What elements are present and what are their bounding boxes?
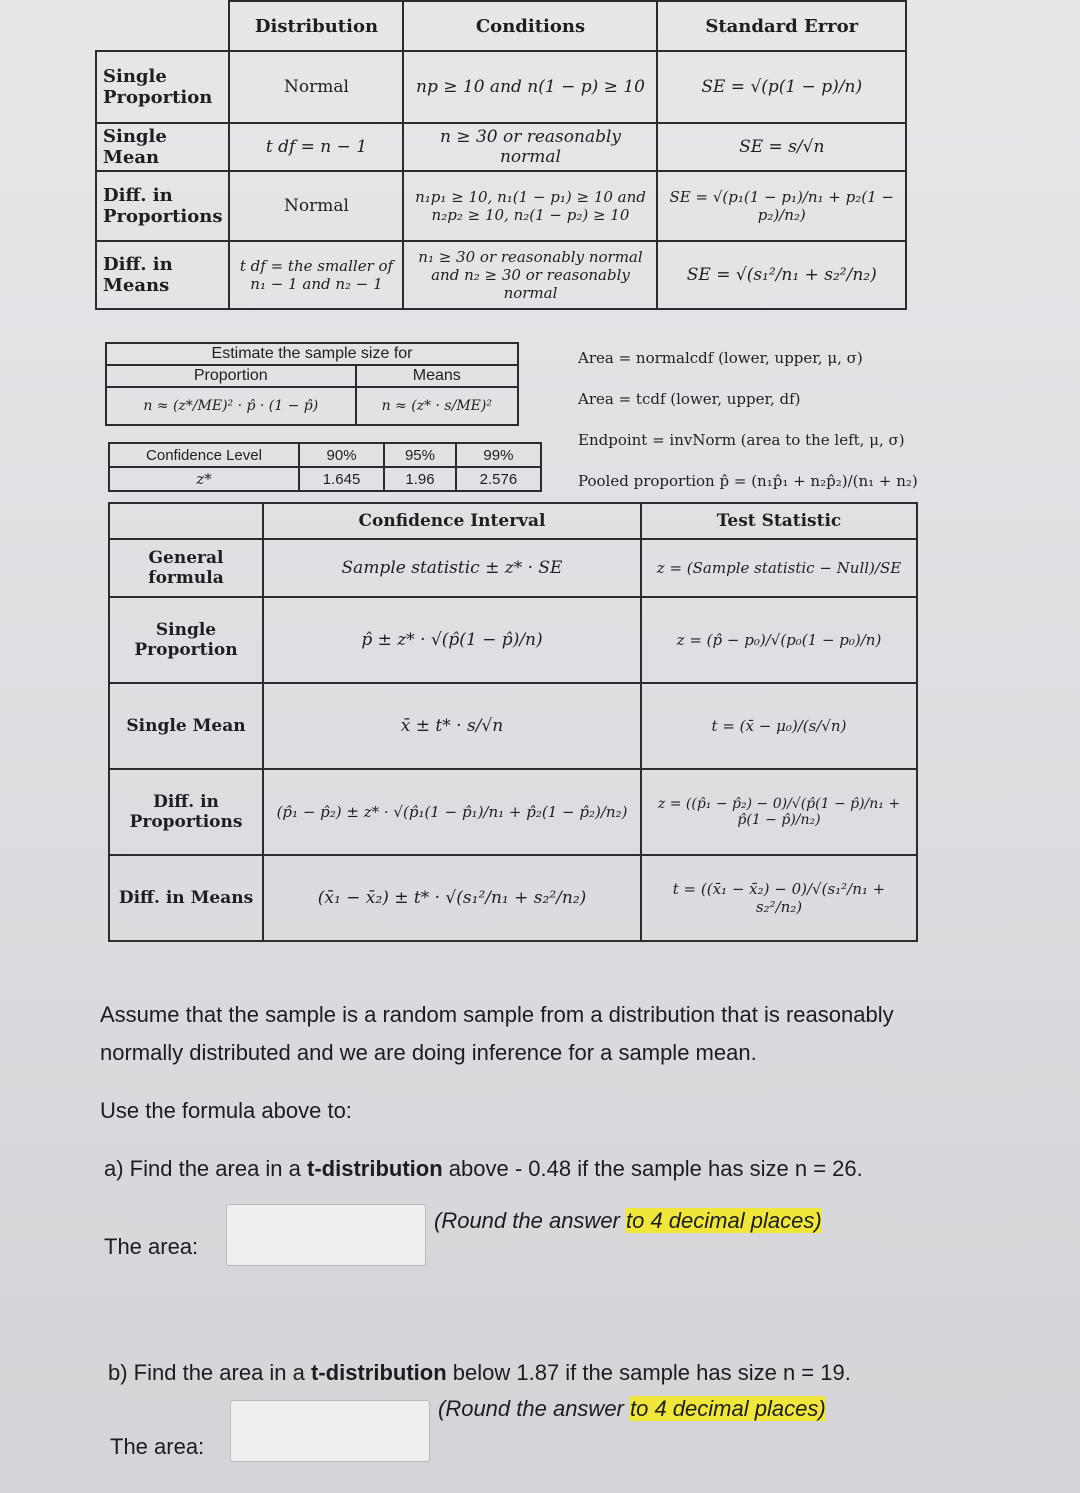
- confidence-level-table: [108, 442, 542, 492]
- level-90: 90%: [299, 443, 384, 467]
- note-invnorm: Endpoint = invNorm (area to the left, μ, σ): [578, 431, 905, 449]
- header-confidence-interval: Confidence Interval: [263, 503, 641, 539]
- header-distribution: Distribution: [229, 1, 403, 51]
- answer-label-b: The area:: [110, 1434, 205, 1459]
- header-test-statistic: Test Statistic: [641, 503, 917, 539]
- se-diff-proportions: SE = √(p₁(1 − p₁)/n₁ + p₂(1 − p₂)/n₂): [657, 171, 906, 241]
- ts-general: z = (Sample statistic − Null)/SE: [641, 539, 917, 597]
- ci-single-proportion: p̂ ± z* · √(p̂(1 − p̂)/n): [263, 597, 641, 683]
- question-a: a) Find the area in a t-distribution above - 0.48 if the sample has size n = 26.: [104, 1156, 863, 1181]
- ci-single-mean: x̄ ± t* · s/√n: [263, 683, 641, 769]
- row-label-diff-proportions: Diff. in Proportions: [96, 171, 229, 241]
- answer-label-a: The area:: [104, 1234, 199, 1259]
- header-conditions: Conditions: [403, 1, 657, 51]
- hint-b: (Round the answer to 4 decimal places): [438, 1396, 826, 1421]
- hint-a: (Round the answer to 4 decimal places): [434, 1208, 822, 1233]
- interval-test-statistic-table: [108, 502, 918, 942]
- sample-size-table: [105, 342, 519, 426]
- sample-size-title: Estimate the sample size for: [106, 343, 518, 365]
- question-intro: [100, 996, 894, 1072]
- dist-diff-proportions: Normal: [229, 171, 403, 241]
- answer-input-b[interactable]: [230, 1400, 430, 1462]
- level-99: 99%: [456, 443, 541, 467]
- row-label-general-formula: General formula: [109, 539, 263, 597]
- se-single-proportion: SE = √(p(1 − p)/n): [657, 51, 906, 123]
- dist-diff-means: t df = the smaller of n₁ − 1 and n₂ − 1: [229, 241, 403, 309]
- note-tcdf: Area = tcdf (lower, upper, df): [578, 390, 801, 408]
- z-99: 2.576: [456, 467, 541, 491]
- sample-size-means-formula: n ≈ (z* · s/ME)²: [356, 387, 518, 425]
- ts-diff-proportions: z = ((p̂₁ − p̂₂) − 0)/√(p̂(1 − p̂)/n₁ + p̂(1 − p̂)/n₂): [641, 769, 917, 855]
- z-90: 1.645: [299, 467, 384, 491]
- level-95: 95%: [384, 443, 456, 467]
- confidence-level-label: Confidence Level: [109, 443, 299, 467]
- cond-single-proportion: np ≥ 10 and n(1 − p) ≥ 10: [403, 51, 657, 123]
- question-b: b) Find the area in a t-distribution below 1.87 if the sample has size n = 19.: [108, 1360, 851, 1385]
- row-label-single-mean: Single Mean: [96, 123, 229, 171]
- se-diff-means: SE = √(s₁²/n₁ + s₂²/n₂): [657, 241, 906, 309]
- header-standard-error: Standard Error: [657, 1, 906, 51]
- calculator-notes: [578, 338, 918, 502]
- ts-diff-means: t = ((x̄₁ − x̄₂) − 0)/√(s₁²/n₁ + s₂²/n₂): [641, 855, 917, 941]
- row-label-diff-means: Diff. in Means: [96, 241, 229, 309]
- intro-line-1: Assume that the sample is a random sample from a distribution that is reasonably: [100, 1002, 894, 1027]
- cond-single-mean: n ≥ 30 or reasonably normal: [403, 123, 657, 171]
- row-label-single-mean-2: Single Mean: [109, 683, 263, 769]
- cond-diff-proportions: n₁p₁ ≥ 10, n₁(1 − p₁) ≥ 10 and n₂p₂ ≥ 10, n₂(1 − p₂) ≥ 10: [403, 171, 657, 241]
- distribution-conditions-table: [95, 0, 907, 310]
- z-95: 1.96: [384, 467, 456, 491]
- z-star-label: z*: [109, 467, 299, 491]
- answer-input-a[interactable]: [226, 1204, 426, 1266]
- dist-single-mean: t df = n − 1: [229, 123, 403, 171]
- row-label-single-proportion: Single Proportion: [96, 51, 229, 123]
- sample-size-proportion-header: Proportion: [106, 365, 356, 387]
- se-single-mean: SE = s/√n: [657, 123, 906, 171]
- sample-size-means-header: Means: [356, 365, 518, 387]
- intro-line-2: normally distributed and we are doing inference for a sample mean.: [100, 1040, 757, 1065]
- question-use: Use the formula above to:: [100, 1098, 352, 1123]
- sample-size-proportion-formula: n ≈ (z*/ME)² · p̂ · (1 − p̂): [106, 387, 356, 425]
- ts-single-mean: t = (x̄ − μ₀)/(s/√n): [641, 683, 917, 769]
- ci-diff-proportions: (p̂₁ − p̂₂) ± z* · √(p̂₁(1 − p̂₁)/n₁ + p̂₂(1 − p̂₂)/n₂): [263, 769, 641, 855]
- row-label-diff-means-2: Diff. in Means: [109, 855, 263, 941]
- row-label-single-proportion-2: Single Proportion: [109, 597, 263, 683]
- dist-single-proportion: Normal: [229, 51, 403, 123]
- note-normalcdf: Area = normalcdf (lower, upper, μ, σ): [578, 349, 863, 367]
- note-pooled-proportion: Pooled proportion p̂ = (n₁p̂₁ + n₂p̂₂)/(n₁ + n₂): [578, 472, 918, 490]
- ci-general: Sample statistic ± z* · SE: [263, 539, 641, 597]
- ts-single-proportion: z = (p̂ − p₀)/√(p₀(1 − p₀)/n): [641, 597, 917, 683]
- cond-diff-means: n₁ ≥ 30 or reasonably normal and n₂ ≥ 30 or reasonably normal: [403, 241, 657, 309]
- row-label-diff-proportions-2: Diff. in Proportions: [109, 769, 263, 855]
- ci-diff-means: (x̄₁ − x̄₂) ± t* · √(s₁²/n₁ + s₂²/n₂): [263, 855, 641, 941]
